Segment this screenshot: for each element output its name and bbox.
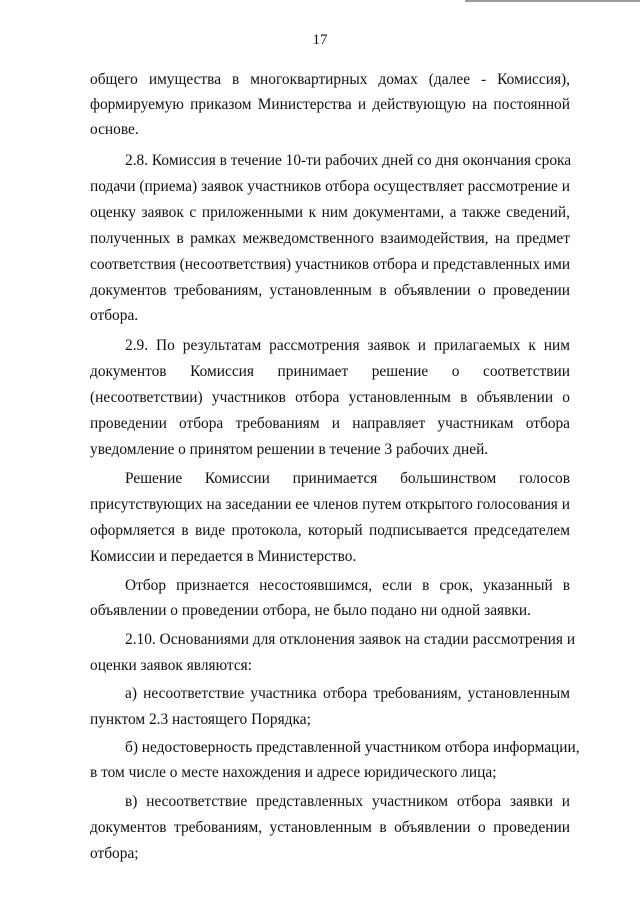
text-line: отбора; xyxy=(90,845,139,862)
text-line: пунктом 2.3 настоящего Порядка; xyxy=(90,711,311,728)
text-line: б) недостоверность представленной участником отбора информации, xyxy=(125,739,580,756)
text-line: в) несоответствие представленных участником отбора заявки и xyxy=(125,793,570,810)
text-line: документов Комиссия принимает решение о соответствии xyxy=(90,363,570,380)
text-line: оценки заявок являются: xyxy=(90,657,253,674)
text-line: Решение Комиссии принимается большинством голосов xyxy=(125,470,570,487)
text-line: документов требованиям, установленным в объявлении о проведении xyxy=(90,282,570,299)
text-line: 2.9. По результатам рассмотрения заявок и прилагаемых к ним xyxy=(125,337,570,354)
text-line: оформляется в виде протокола, который подписывается председателем xyxy=(90,522,570,539)
text-line: (несоответствии) участников отбора установленным в объявлении о xyxy=(90,389,570,406)
top-border-line xyxy=(465,0,640,2)
text-line: документов требованиям, установленным в объявлении о проведении xyxy=(90,819,570,836)
text-line: в том числе о месте нахождения и адресе юридического лица; xyxy=(90,764,497,781)
text-line: основе. xyxy=(90,121,139,138)
text-line: проведении отбора требованиям и направляет участникам отбора xyxy=(90,415,570,432)
text-line: Отбор признается несостоявшимся, если в срок, указанный в xyxy=(125,577,570,594)
text-line: отбора. xyxy=(90,307,139,324)
text-line: 2.8. Комиссия в течение 10-ти рабочих дней со дня окончания срока xyxy=(125,152,572,169)
text-line: объявлении о проведении отбора, не было подано ни одной заявки. xyxy=(90,602,531,619)
text-line: соответствия (несоответствия) участников отбора и представленных ими xyxy=(90,256,571,273)
text-line: а) несоответствие участника отбора требованиям, установленным xyxy=(125,685,570,702)
text-line: 2.10. Основаниями для отклонения заявок на стадии рассмотрения и xyxy=(125,631,576,648)
text-line: полученных в рамках межведомственного взаимодействия, на предмет xyxy=(90,230,570,247)
text-line: общего имущества в многоквартирных домах (далее - Комиссия), xyxy=(90,71,570,88)
text-line: Комиссии и передается в Министерство. xyxy=(90,548,357,565)
text-line: оценку заявок с приложенными к ним документами, а также сведений, xyxy=(90,204,570,221)
page-number: 17 xyxy=(312,32,328,48)
text-line: формируемую приказом Министерства и действующую на постоянной xyxy=(90,96,570,113)
text-line: уведомление о принятом решении в течение 3 рабочих дней. xyxy=(90,441,489,458)
text-line: подачи (приема) заявок участников отбора осуществляет рассмотрение и xyxy=(90,178,570,195)
text-line: присутствующих на заседании ее членов путем открытого голосования и xyxy=(90,496,570,513)
